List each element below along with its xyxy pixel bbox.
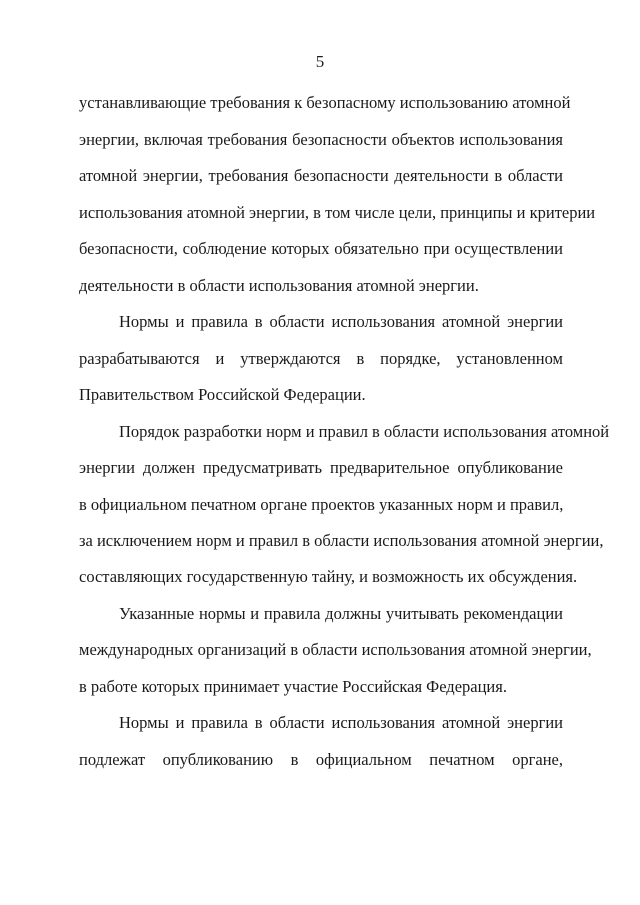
- text-line: безопасности, соблюдение которых обязательно при осуществлении: [79, 239, 563, 258]
- text-line: деятельности в области использования атомной энергии.: [79, 276, 479, 295]
- text-line: Порядок разработки норм и правил в области использования атомной: [119, 422, 610, 441]
- text-line: международных организаций в области использования атомной энергии,: [79, 640, 592, 659]
- text-line: за исключением норм и правил в области использования атомной энергии,: [79, 531, 604, 550]
- text-line: энергии должен предусматривать предварительное опубликование: [79, 458, 563, 477]
- text-line: в работе которых принимает участие Российская Федерация.: [79, 677, 507, 696]
- text-line: разрабатываются и утверждаются в порядке, установленном: [79, 349, 563, 368]
- text-line: устанавливающие требования к безопасному использованию атомной: [79, 93, 571, 112]
- text-line: составляющих государственную тайну, и возможность их обсуждения.: [79, 567, 578, 586]
- text-line: Правительством Российской Федерации.: [79, 385, 366, 404]
- text-line: Нормы и правила в области использования атомной энергии: [119, 713, 563, 732]
- text-line: энергии, включая требования безопасности объектов использования: [79, 130, 563, 149]
- text-line: использования атомной энергии, в том числе цели, принципы и критерии: [79, 203, 596, 222]
- text-line: подлежат опубликованию в официальном печатном органе,: [79, 750, 563, 769]
- page-number: 5: [315, 52, 325, 71]
- text-line: Нормы и правила в области использования атомной энергии: [119, 312, 563, 331]
- text-line: Указанные нормы и правила должны учитывать рекомендации: [119, 604, 563, 623]
- text-line: в официальном печатном органе проектов указанных норм и правил,: [79, 495, 564, 514]
- text-line: атомной энергии, требования безопасности деятельности в области: [79, 166, 563, 185]
